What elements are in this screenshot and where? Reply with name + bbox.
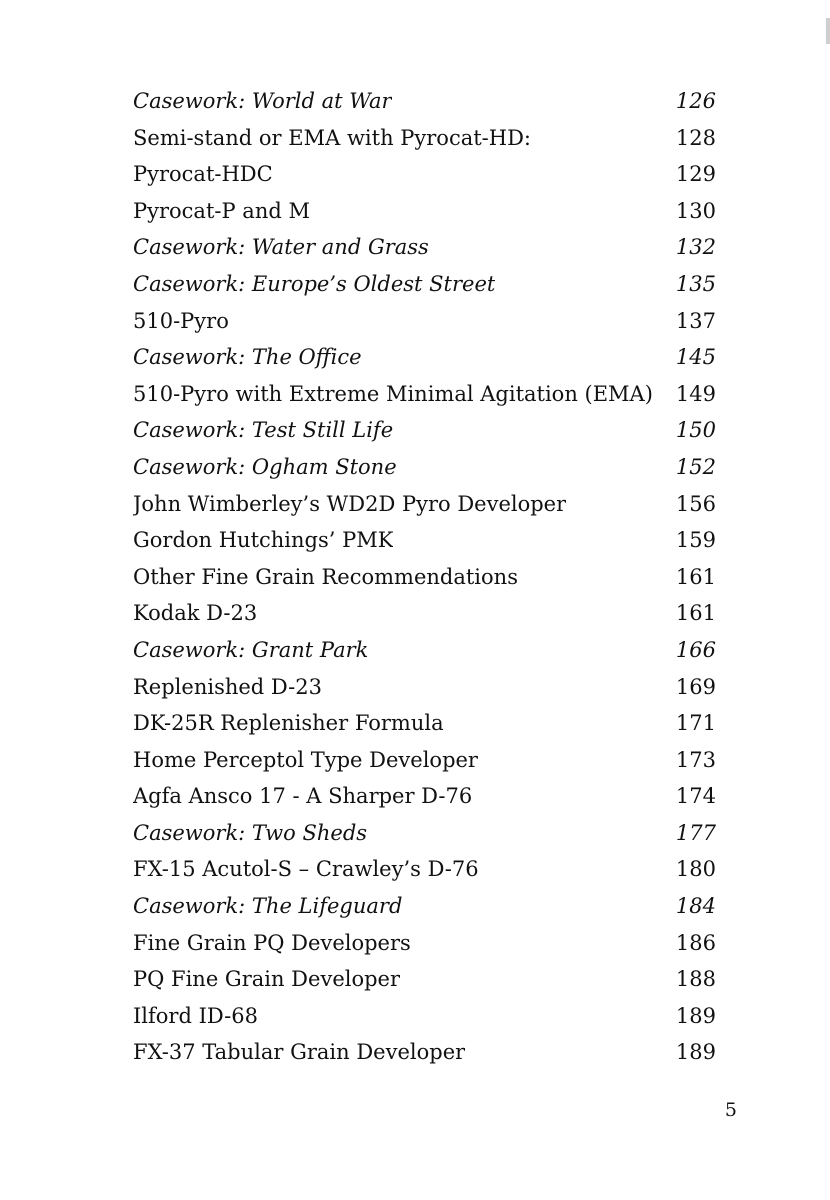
toc-entry-page: 130	[675, 198, 716, 223]
toc-entry-page: 129	[675, 162, 716, 187]
toc-entry	[133, 156, 716, 193]
toc-entry-title: Agfa Ansco 17 - A Sharper D-76	[133, 784, 473, 809]
toc-entry	[133, 376, 716, 413]
toc-entry-title: Gordon Hutchings’ PMK	[133, 528, 394, 553]
toc-entry-page: 180	[675, 857, 716, 882]
toc-entry-page: 128	[675, 125, 716, 150]
toc-entry-page: 159	[675, 528, 716, 553]
toc-entry-title: DK-25R Replenisher Formula	[133, 711, 444, 736]
toc-entry-page: 149	[675, 381, 716, 406]
toc-entry-page: 156	[675, 491, 716, 516]
toc-entry-title: Casework: Test Still Life	[133, 418, 394, 443]
page-edge-mark	[826, 18, 830, 44]
toc-entry	[133, 193, 716, 230]
toc-entry	[133, 522, 716, 559]
toc-entry	[133, 778, 716, 815]
toc-entry-title: Casework: Europe’s Oldest Street	[133, 271, 496, 296]
toc-entry-page: 145	[675, 345, 716, 370]
toc-entry	[133, 705, 716, 742]
toc-entry	[133, 742, 716, 779]
toc-entry-title: Casework: Water and Grass	[133, 235, 429, 260]
toc-entry-page: 132	[675, 235, 716, 260]
toc-entry	[133, 925, 716, 962]
toc-entry-page: 137	[675, 308, 716, 333]
toc-entry-title: Casework: The Office	[133, 345, 362, 370]
toc-entry-page: 173	[675, 747, 716, 772]
toc-entry-title: FX-37 Tabular Grain Developer	[133, 1040, 466, 1065]
toc-entry-title: FX-15 Acutol-S – Crawley’s D-76	[133, 857, 479, 882]
toc-entry-page: 152	[675, 454, 716, 479]
toc-entry	[133, 1034, 716, 1071]
toc-entry-page: 135	[675, 271, 716, 296]
toc-entry	[133, 120, 716, 157]
toc-entry-page: 161	[675, 601, 716, 626]
toc-entry	[133, 266, 716, 303]
toc-entry-title: Semi-stand or EMA with Pyrocat-HD:	[133, 125, 531, 150]
toc-entry	[133, 229, 716, 266]
toc-entry-title: Pyrocat-HDC	[133, 162, 273, 187]
toc-entry-page: 189	[675, 1040, 716, 1065]
toc-entry-title: Kodak D-23	[133, 601, 258, 626]
toc-entry	[133, 961, 716, 998]
toc-entry	[133, 888, 716, 925]
toc-entry	[133, 486, 716, 523]
table-of-contents	[133, 83, 716, 1071]
toc-entry	[133, 998, 716, 1035]
toc-entry	[133, 83, 716, 120]
toc-entry-title: Casework: The Lifeguard	[133, 894, 403, 919]
toc-entry	[133, 339, 716, 376]
toc-entry-page: 177	[675, 820, 716, 845]
toc-entry-title: Casework: Ogham Stone	[133, 454, 397, 479]
toc-entry	[133, 449, 716, 486]
toc-entry-page: 184	[675, 894, 716, 919]
toc-entry-title: Casework: Grant Park	[133, 637, 369, 662]
toc-entry-page: 188	[675, 967, 716, 992]
toc-entry-title: 510-Pyro with Extreme Minimal Agitation (EMA)	[133, 381, 653, 406]
toc-entry-title: PQ Fine Grain Developer	[133, 967, 401, 992]
toc-entry-title: Other Fine Grain Recommendations	[133, 564, 518, 589]
toc-entry-page: 150	[675, 418, 716, 443]
toc-entry-title: Ilford ID-68	[133, 1003, 258, 1028]
toc-entry-page: 171	[675, 711, 716, 736]
toc-entry-page: 186	[675, 930, 716, 955]
toc-entry-title: Casework: Two Sheds	[133, 820, 368, 845]
toc-entry	[133, 559, 716, 596]
toc-entry-page: 126	[675, 89, 716, 113]
toc-entry-page: 166	[675, 637, 716, 662]
toc-entry	[133, 632, 716, 669]
toc-entry	[133, 815, 716, 852]
toc-entry-page: 161	[675, 564, 716, 589]
toc-entry	[133, 669, 716, 706]
toc-entry-title: Pyrocat-P and M	[133, 198, 310, 223]
page-number: 5	[724, 1099, 737, 1121]
toc-entry-title: Home Perceptol Type Developer	[133, 747, 478, 772]
toc-entry-title: 510-Pyro	[133, 308, 229, 333]
toc-entry-title: Casework: World at War	[133, 89, 392, 113]
toc-entry	[133, 851, 716, 888]
toc-entry-page: 174	[675, 784, 716, 809]
toc-entry	[133, 412, 716, 449]
toc-entry-title: Fine Grain PQ Developers	[133, 930, 411, 955]
toc-entry	[133, 595, 716, 632]
toc-entry	[133, 303, 716, 340]
toc-entry-page: 189	[675, 1003, 716, 1028]
toc-entry-title: Replenished D-23	[133, 674, 322, 699]
toc-entry-title: John Wimberley’s WD2D Pyro Developer	[133, 491, 567, 516]
toc-entry-page: 169	[675, 674, 716, 699]
